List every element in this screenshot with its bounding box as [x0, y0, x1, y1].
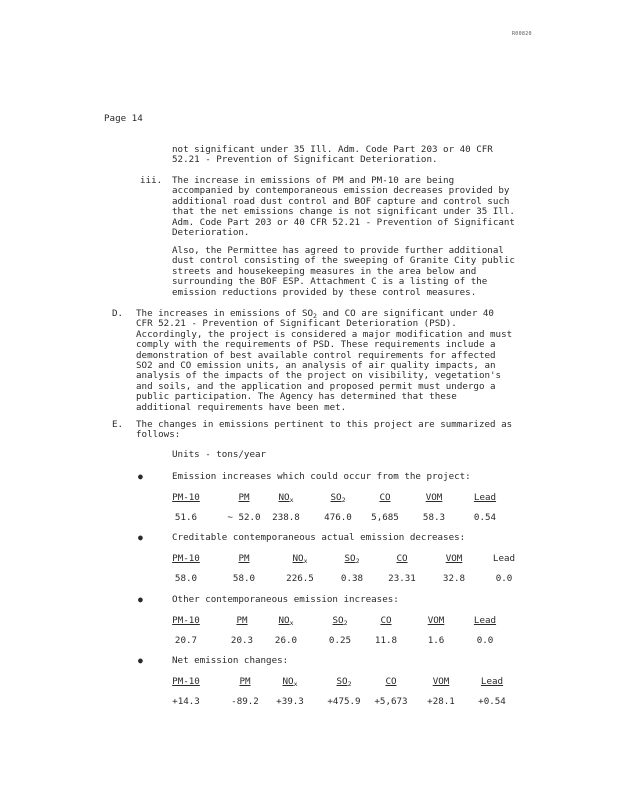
- text-line: Accordingly, the project is considered a major modification and must: [136, 328, 513, 340]
- text-line: CFR 52.21 - Prevention of Significant Deterioration (PSD).: [136, 318, 457, 330]
- header-text: SO: [344, 553, 356, 564]
- bullet-icon: ●: [138, 472, 143, 481]
- header-co: CO: [379, 492, 391, 503]
- text-line: surrounding the BOF ESP. Attachment C is a listing of the: [172, 276, 488, 288]
- text-line: dust control consisting of the sweeping of Granite City public: [172, 255, 515, 267]
- header-text: NO: [282, 676, 294, 687]
- intro-continuation: [172, 145, 493, 166]
- header-so2: [320, 616, 360, 626]
- value-co: 5,685: [371, 512, 399, 523]
- header-text: SO: [336, 676, 348, 687]
- header-vom: VOM: [425, 492, 443, 503]
- text-line: public participation. The Agency has determined that these: [136, 391, 457, 403]
- value-so2: +475.9: [327, 696, 361, 707]
- value-pm10: 51.6: [174, 512, 198, 523]
- header-pm: PM: [239, 676, 251, 687]
- header-nox: [280, 554, 320, 564]
- header-text: NO: [278, 492, 290, 503]
- text-line: follows:: [136, 429, 181, 441]
- text-line: The increase in emissions of PM and PM-10 are being: [172, 175, 455, 186]
- item-iii-paragraph: [172, 176, 515, 238]
- value-lead: 0.54: [473, 512, 497, 523]
- value-pm: ~ 52.0: [227, 512, 261, 523]
- header-co: CO: [380, 615, 392, 626]
- subscript: x: [289, 619, 294, 627]
- header-text: SO: [332, 615, 344, 626]
- header-pm10: PM-10: [172, 492, 200, 503]
- value-pm10: 58.0: [174, 573, 198, 584]
- text-line: 52.21 - Prevention of Significant Deterioration.: [172, 154, 438, 166]
- text-line: that the net emissions change is not significant under 35 Ill.: [172, 206, 515, 218]
- value-co: 11.8: [374, 635, 398, 646]
- item-e-paragraph: [136, 420, 512, 441]
- value-nox: 226.5: [286, 573, 314, 584]
- text-line: not significant under 35 Ill. Adm. Code Part 203 or 40 CFR: [172, 144, 493, 155]
- value-pm: 20.3: [230, 635, 254, 646]
- header-text: NO: [278, 615, 290, 626]
- value-so2: 476.0: [324, 512, 352, 523]
- value-vom: 58.3: [422, 512, 446, 523]
- text-line: demonstration of best available control requirements for affected: [136, 349, 496, 361]
- text-line: The changes in emissions pertinent to this project are summarized as: [136, 419, 513, 430]
- header-lead: Lead: [492, 553, 516, 564]
- page-label: Page 14: [104, 113, 143, 124]
- header-pm10: PM-10: [172, 676, 200, 687]
- value-nox: 26.0: [274, 635, 298, 646]
- subscript: x: [303, 557, 308, 565]
- item-d-paragraph: [136, 309, 512, 413]
- text-line: SO2 and CO emission units, an analysis of air quality impacts, an: [136, 360, 496, 372]
- item-d-marker: D.: [112, 308, 124, 319]
- header-vom: VOM: [432, 676, 450, 687]
- value-nox: +39.3: [276, 696, 304, 707]
- text-line: Deterioration.: [172, 227, 250, 239]
- text-line: additional requirements have been met.: [136, 401, 347, 413]
- text-line: emission reductions provided by these control measures.: [172, 286, 477, 298]
- header-vom: VOM: [445, 553, 463, 564]
- header-pm: PM: [238, 553, 250, 564]
- document-stamp: R00820: [512, 31, 532, 37]
- subscript: 2: [343, 619, 348, 627]
- subscript: 2: [341, 496, 346, 504]
- header-co: CO: [385, 676, 397, 687]
- value-so2: 0.25: [328, 635, 352, 646]
- bullet-icon: ●: [138, 595, 143, 604]
- bullet-icon: ●: [138, 533, 143, 542]
- header-co: CO: [396, 553, 408, 564]
- value-pm: 58.0: [232, 573, 256, 584]
- value-vom: +28.1: [427, 696, 455, 707]
- text-line: analysis of the impacts of the project on visibility, vegetation's: [136, 370, 502, 382]
- value-lead: 0.0: [495, 573, 513, 584]
- value-co: 23.31: [388, 573, 416, 584]
- header-pm: PM: [236, 615, 248, 626]
- header-nox: [266, 493, 306, 503]
- value-pm10: 20.7: [174, 635, 198, 646]
- subscript: 2: [313, 312, 317, 320]
- value-pm10: +14.3: [172, 696, 200, 707]
- text-line: streets and housekeeping measures in the area below and: [172, 265, 477, 277]
- table-title: Net emission changes:: [172, 655, 289, 666]
- text-line: Adm. Code Part 203 or 40 CFR 52.21 - Prevention of Significant: [172, 216, 515, 228]
- text-span: The increases in emissions of SO: [136, 308, 314, 319]
- header-nox: [266, 616, 306, 626]
- subscript: x: [289, 496, 294, 504]
- text-line: Also, the Permittee has agreed to provide further additional: [172, 245, 504, 256]
- header-vom: VOM: [427, 615, 445, 626]
- header-text: SO: [330, 492, 342, 503]
- text-line: comply with the requirements of PSD. These requirements include a: [136, 339, 496, 351]
- header-pm: PM: [238, 492, 250, 503]
- header-so2: [324, 677, 364, 687]
- header-pm10: PM-10: [172, 553, 200, 564]
- text-line: accompanied by contemporaneous emission decreases provided by: [172, 185, 510, 197]
- header-pm10: PM-10: [172, 615, 200, 626]
- item-e-marker: E.: [112, 419, 124, 430]
- table-title: Other contemporaneous emission increases:: [172, 594, 399, 605]
- item-iii-also-paragraph: [172, 246, 515, 298]
- header-so2: [318, 493, 358, 503]
- value-co: +5,673: [374, 696, 408, 707]
- header-lead: Lead: [473, 615, 497, 626]
- header-text: NO: [292, 553, 304, 564]
- table-title: Creditable contemporaneous actual emission decreases:: [172, 532, 466, 543]
- text-span: and CO are significant under 40: [316, 308, 494, 319]
- header-lead: Lead: [473, 492, 497, 503]
- value-pm: -89.2: [231, 696, 259, 707]
- units-label: Units - tons/year: [172, 449, 267, 460]
- subscript: 2: [347, 680, 352, 688]
- bullet-icon: ●: [138, 656, 143, 665]
- header-nox: [270, 677, 310, 687]
- value-so2: 0.38: [340, 573, 364, 584]
- header-lead: Lead: [480, 676, 504, 687]
- text-line: additional road dust control and BOF capture and control such: [172, 195, 510, 207]
- value-vom: 32.8: [442, 573, 466, 584]
- value-vom: 1.6: [427, 635, 445, 646]
- text-line: and soils, and the application and proposed permit must undergo a: [136, 380, 496, 392]
- subscript: 2: [355, 557, 360, 565]
- value-lead: 0.0: [476, 635, 494, 646]
- header-so2: [332, 554, 372, 564]
- table-title: Emission increases which could occur from the project:: [172, 471, 471, 482]
- value-lead: +0.54: [478, 696, 506, 707]
- subscript: x: [293, 680, 298, 688]
- item-iii-marker: iii.: [140, 175, 163, 186]
- value-nox: 238.8: [272, 512, 300, 523]
